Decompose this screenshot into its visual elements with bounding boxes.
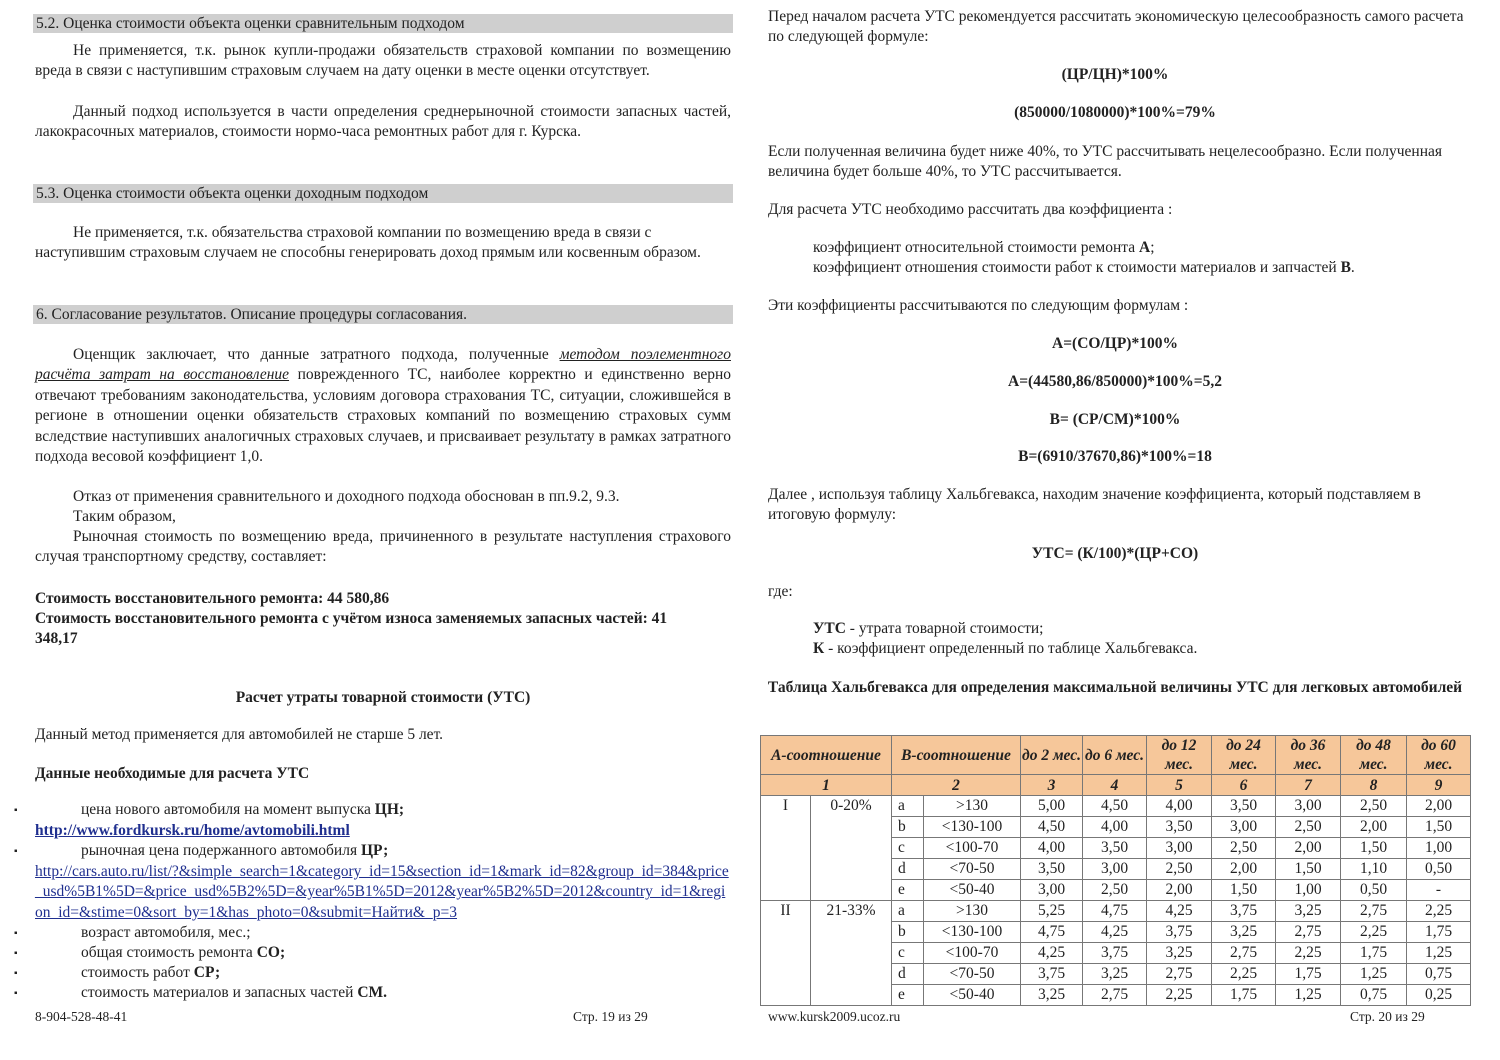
table-cell: 1,50	[1212, 880, 1276, 901]
table-cell: 3,25	[1276, 901, 1341, 922]
group-roman	[761, 880, 811, 901]
table-cell: <130-100	[924, 922, 1021, 943]
column-number: 3	[1021, 775, 1083, 796]
a-ratio-range	[811, 880, 892, 901]
table-cell: 3,50	[1147, 817, 1212, 838]
table-cell: 0,25	[1407, 985, 1471, 1006]
coef-b-desc: коэффициент отношения стоимости работ к стоимости материалов и запчастей В.	[813, 259, 1355, 276]
paragraph: Эти коэффициенты рассчитываются по следующим формулам :	[768, 297, 1189, 314]
table-cell: c	[892, 943, 924, 964]
table-cell: 3,25	[1147, 943, 1212, 964]
table-cell: 2,00	[1276, 838, 1341, 859]
table-cell: 2,00	[1212, 859, 1276, 880]
table-cell: 2,50	[1276, 817, 1341, 838]
definition: УТС - утрата товарной стоимости;	[813, 620, 1044, 637]
a-ratio-range	[811, 964, 892, 985]
table-cell: <50-40	[924, 880, 1021, 901]
bullet-icon: ▪	[14, 968, 18, 979]
group-roman	[761, 964, 811, 985]
table-cell: 2,75	[1147, 964, 1212, 985]
auto-ru-link[interactable]: http://cars.auto.ru/list/?&simple_search=1&category_id=15&section_id=1&mark_id=82&group_id=384&price_usd%5B1%5D=&price_usd%5B2%5D=&year%5B1%5D=2012&year%5B2%5D=2012&country_id=1&region_id=&stime=0&sort_by=1&has_photo=0&submit=Найти&_p=3	[35, 863, 729, 921]
table-cell: 2,75	[1212, 943, 1276, 964]
formula: А=(СО/ЦР)*100%	[1052, 335, 1178, 352]
column-header: А-соотношение	[761, 736, 892, 775]
paragraph: Перед началом расчета УТС рекомендуется рассчитать экономическую целесообразность самого расчета по следующей формуле:	[768, 8, 1464, 46]
column-number: 7	[1276, 775, 1341, 796]
table-cell: 2,75	[1276, 922, 1341, 943]
table-cell: a	[892, 796, 924, 817]
table-cell: e	[892, 880, 924, 901]
paragraph: Далее , используя таблицу Хальбгевакса, находим значение коэффициента, который подставляем в итоговую формулу:	[768, 486, 1421, 524]
bullet-icon: ▪	[14, 928, 18, 939]
table-cell: 1,50	[1407, 817, 1471, 838]
a-ratio-range	[811, 838, 892, 859]
coef-a-desc: коэффициент относительной стоимости ремонта А;	[813, 239, 1155, 256]
table-cell: 3,75	[1147, 922, 1212, 943]
table-cell: 4,75	[1083, 901, 1147, 922]
a-ratio-range	[811, 985, 892, 1006]
table-cell: 1,00	[1276, 880, 1341, 901]
table-cell: 4,25	[1147, 901, 1212, 922]
halbgewachs-table	[760, 735, 1471, 1006]
table-cell: 1,50	[1276, 859, 1341, 880]
group-roman: II	[761, 901, 811, 922]
table-row	[761, 880, 1471, 901]
a-ratio-range	[811, 922, 892, 943]
table-cell: 2,25	[1407, 901, 1471, 922]
column-header: до 24 мес.	[1212, 736, 1276, 775]
list-item: стоимость работ СР;	[81, 964, 221, 981]
a-ratio-range	[811, 817, 892, 838]
table-cell: 2,25	[1212, 964, 1276, 985]
table-cell: 2,50	[1212, 838, 1276, 859]
table-cell: 1,00	[1407, 838, 1471, 859]
footer-phone: 8-904-528-48-41	[35, 1009, 128, 1024]
uts-title: Расчет утраты товарной стоимости (УТС)	[235, 689, 531, 706]
a-ratio-range	[811, 859, 892, 880]
table-cell: 1,25	[1341, 964, 1407, 985]
list-item: возраст автомобиля, мес.;	[81, 924, 251, 941]
required-data-title: Данные необходимые для расчета УТС	[35, 765, 310, 782]
table-cell: 4,50	[1021, 817, 1083, 838]
table-cell: 1,25	[1407, 943, 1471, 964]
table-cell: a	[892, 901, 924, 922]
paragraph: Таким образом,	[73, 508, 176, 525]
table-cell: 2,00	[1341, 817, 1407, 838]
table-row	[761, 859, 1471, 880]
group-roman	[761, 859, 811, 880]
table-cell: 2,50	[1341, 796, 1407, 817]
footer-site: www.kursk2009.ucoz.ru	[768, 1009, 901, 1024]
bullet-icon: ▪	[14, 846, 18, 857]
table-header-row	[761, 736, 1471, 775]
definition: К - коэффициент определенный по таблице Хальбгевакса.	[813, 640, 1198, 657]
table-cell: 1,75	[1276, 964, 1341, 985]
group-roman	[761, 922, 811, 943]
paragraph: Для расчета УТС необходимо рассчитать два коэффициента :	[768, 201, 1173, 218]
table-cell: 2,00	[1147, 880, 1212, 901]
table-cell: >130	[924, 901, 1021, 922]
column-number: 9	[1407, 775, 1471, 796]
table-cell: 3,25	[1212, 922, 1276, 943]
list-item: общая стоимость ремонта СО;	[81, 944, 286, 961]
column-header: до 48 мес.	[1341, 736, 1407, 775]
table-cell: 0,75	[1341, 985, 1407, 1006]
fordkursk-link[interactable]: http://www.fordkursk.ru/home/avtomobili.html	[35, 822, 350, 839]
table-row	[761, 817, 1471, 838]
table-cell: -	[1407, 880, 1471, 901]
group-roman	[761, 817, 811, 838]
table-cell: 1,75	[1212, 985, 1276, 1006]
column-number: 8	[1341, 775, 1407, 796]
table-cell: <50-40	[924, 985, 1021, 1006]
group-roman: I	[761, 796, 811, 817]
table-cell: 3,00	[1083, 859, 1147, 880]
table-cell: 1,50	[1341, 838, 1407, 859]
formula: В= (СР/СМ)*100%	[1049, 411, 1181, 428]
table-row	[761, 943, 1471, 964]
result-repair-cost: Стоимость восстановительного ремонта: 44 580,86	[35, 590, 390, 607]
paragraph: Если полученная величина будет ниже 40%, то УТС рассчитывать нецелесообразно. Если полученная величина будет больше 40%, то УТС рассчитывается.	[768, 143, 1443, 181]
table-row	[761, 901, 1471, 922]
table-cell: 4,00	[1147, 796, 1212, 817]
footer-page-number: Стр. 19 из 29	[573, 1009, 648, 1024]
table-cell: b	[892, 922, 924, 943]
table-row	[761, 796, 1471, 817]
bullet-icon: ▪	[14, 805, 18, 816]
table-cell: 4,00	[1021, 838, 1083, 859]
table-cell: <100-70	[924, 943, 1021, 964]
table-cell: 4,00	[1083, 817, 1147, 838]
table-cell: 5,00	[1021, 796, 1083, 817]
table-cell: <70-50	[924, 964, 1021, 985]
table-number-row	[761, 775, 1471, 796]
formula: (ЦР/ЦН)*100%	[1061, 66, 1169, 83]
table-cell: 3,50	[1021, 859, 1083, 880]
table-cell: 3,00	[1147, 838, 1212, 859]
table-cell: 4,25	[1083, 922, 1147, 943]
list-item: цена нового автомобиля на момент выпуска ЦН;	[81, 801, 405, 818]
column-number: 5	[1147, 775, 1212, 796]
table-cell: 3,00	[1021, 880, 1083, 901]
table-cell: 3,50	[1083, 838, 1147, 859]
column-number: 4	[1083, 775, 1147, 796]
table-cell: 1,75	[1341, 943, 1407, 964]
paragraph: Отказ от применения сравнительного и доходного подхода обоснован в пп.9.2, 9.3.	[73, 488, 620, 505]
table-cell: 4,75	[1021, 922, 1083, 943]
a-ratio-range: 0-20%	[811, 796, 892, 817]
paragraph: Оценщик заключает, что данные затратного подхода, полученные методом поэлементного расчёта затрат на восстановление поврежденного ТС, наиболее корректно и единственно верно отвечают требованиям законодательства, условиям договора страхования ТС, ситуации, сложившейся в регионе в отношении оценки обязательств страховых компаний по возмещению страховых сумм вследствие наступивших аналогичных страховых случаев, и присваивает результату в рамках затратного подхода весовой коэффициент 1,0.	[35, 346, 731, 466]
table-row	[761, 838, 1471, 859]
table-cell: 0,75	[1407, 964, 1471, 985]
paragraph: Не применяется, т.к. обязательства страховой компании по возмещению вреда в связи с наступившим страховым случаем не способны генерировать доход прямым или косвенным образом.	[35, 224, 701, 262]
table-cell: 3,25	[1021, 985, 1083, 1006]
table-title: Таблица Хальбгевакса для определения максимальной величины УТС для легковых автомобилей	[767, 679, 1463, 696]
table-cell: 2,50	[1083, 880, 1147, 901]
section-heading-6: 6. Согласование результатов. Описание процедуры согласования.	[33, 305, 733, 324]
formula: (850000/1080000)*100%=79%	[1014, 104, 1216, 121]
table-row	[761, 964, 1471, 985]
column-header: до 60 мес.	[1407, 736, 1471, 775]
group-roman	[761, 943, 811, 964]
table-cell: 0,50	[1341, 880, 1407, 901]
table-cell: 4,25	[1021, 943, 1083, 964]
bullet-icon: ▪	[14, 948, 18, 959]
table-cell: 2,25	[1147, 985, 1212, 1006]
table-cell: 1,10	[1341, 859, 1407, 880]
column-header: до 6 мес.	[1083, 736, 1147, 775]
table-cell: 2,75	[1083, 985, 1147, 1006]
table-cell: 3,75	[1021, 964, 1083, 985]
column-number: 6	[1212, 775, 1276, 796]
paragraph: Данный подход используется в части определения среднерыночной стоимости запасных частей, лакокрасочных материалов, стоимости нормо-часа ремонтных работ для г. Курска.	[35, 103, 731, 141]
table-cell: 3,75	[1083, 943, 1147, 964]
section-heading-5-2: 5.2. Оценка стоимости объекта оценки сравнительным подходом	[33, 14, 733, 33]
table-cell: >130	[924, 796, 1021, 817]
list-item: стоимость материалов и запасных частей СМ.	[81, 984, 388, 1001]
group-roman	[761, 985, 811, 1006]
table-cell: 2,00	[1407, 796, 1471, 817]
table-cell: 4,50	[1083, 796, 1147, 817]
table-cell: e	[892, 985, 924, 1006]
table-cell: 2,50	[1147, 859, 1212, 880]
column-number: 2	[892, 775, 1021, 796]
table-cell: b	[892, 817, 924, 838]
table-cell: <130-100	[924, 817, 1021, 838]
bullet-icon: ▪	[14, 988, 18, 999]
list-item: рыночная цена подержанного автомобиля ЦР;	[81, 842, 389, 859]
table-cell: <70-50	[924, 859, 1021, 880]
table-cell: 3,00	[1276, 796, 1341, 817]
column-header: до 36 мес.	[1276, 736, 1341, 775]
table-row	[761, 985, 1471, 1006]
table-cell: 0,50	[1407, 859, 1471, 880]
a-ratio-range	[811, 943, 892, 964]
table-cell: 2,25	[1276, 943, 1341, 964]
formula: В=(6910/37670,86)*100%=18	[1018, 448, 1212, 465]
footer-page-number: Стр. 20 из 29	[1350, 1009, 1425, 1024]
column-header: В-соотношение	[892, 736, 1021, 775]
table-cell: 3,50	[1212, 796, 1276, 817]
paragraph: Данный метод применяется для автомобилей не старше 5 лет.	[35, 726, 444, 743]
table-row	[761, 922, 1471, 943]
table-cell: d	[892, 964, 924, 985]
table-cell: 2,75	[1341, 901, 1407, 922]
column-header: до 12 мес.	[1147, 736, 1212, 775]
where-label: где:	[768, 583, 793, 600]
result-repair-cost-wear: Стоимость восстановительного ремонта с учётом износа заменяемых запасных частей: 41 348,17	[35, 610, 668, 648]
column-number: 1	[761, 775, 892, 796]
formula: А=(44580,86/850000)*100%=5,2	[1008, 373, 1222, 390]
formula: УТС= (К/100)*(ЦР+СО)	[1031, 545, 1199, 562]
table-cell: 3,75	[1212, 901, 1276, 922]
table-cell: 1,25	[1276, 985, 1341, 1006]
table-cell: c	[892, 838, 924, 859]
paragraph: Не применяется, т.к. рынок купли-продажи обязательств страховой компании по возмещению вреда в связи с наступившим страховым случаем на дату оценки в месте оценки отсутствует.	[35, 42, 731, 80]
group-roman	[761, 838, 811, 859]
table-cell: 3,25	[1083, 964, 1147, 985]
table-cell: 5,25	[1021, 901, 1083, 922]
column-header: до 2 мес.	[1021, 736, 1083, 775]
section-heading-5-3: 5.3. Оценка стоимости объекта оценки доходным подходом	[33, 184, 733, 203]
a-ratio-range: 21-33%	[811, 901, 892, 922]
table-cell: <100-70	[924, 838, 1021, 859]
paragraph: Рыночная стоимость по возмещению вреда, причиненного в результате наступления страхового случая транспортному средству, составляет:	[35, 528, 731, 566]
table-cell: 2,25	[1341, 922, 1407, 943]
table-cell: 1,75	[1407, 922, 1471, 943]
table-cell: 3,00	[1212, 817, 1276, 838]
table-cell: d	[892, 859, 924, 880]
